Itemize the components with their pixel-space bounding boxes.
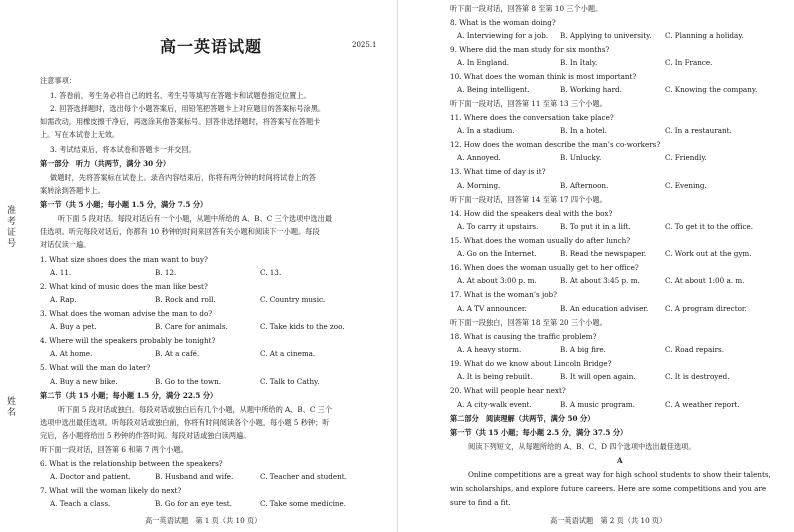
option-b: B. Working hard. — [560, 85, 622, 94]
text-line: 6. What is the relationship between the speakers? — [40, 459, 223, 468]
exam-date: 2025.1 — [352, 41, 377, 49]
option-c: C. It is destroyed. — [665, 372, 730, 381]
option-a: A. Buy a pet. — [50, 322, 97, 331]
option-c: C. Take some medicine. — [260, 499, 347, 508]
option-b: B. Care for animals. — [155, 322, 228, 331]
text-line: 听下面 5 段对话。每段对话后有一个小题，从题中所给的 A、B、C 三个选项中选出最 — [58, 214, 333, 223]
text-line: 1. What size shoes does the man want to buy? — [40, 255, 208, 264]
option-b: B. Rock and roll. — [155, 295, 216, 304]
option-c: C. Friendly. — [665, 153, 707, 162]
option-b: B. In Italy. — [560, 58, 598, 67]
option-b: B. Unlucky. — [560, 153, 602, 162]
option-a: A. At about 3:00 p. m. — [457, 276, 537, 285]
option-c: C. Teacher and student. — [260, 472, 347, 481]
exam-page-2 — [400, 0, 794, 532]
text-line: 10. What does the woman think is most important? — [450, 72, 637, 81]
option-a: A. In a stadium. — [457, 126, 515, 135]
exam-title: 高一英语试题 — [160, 37, 263, 56]
option-b: B. Applying to university. — [560, 31, 652, 40]
section-heading: 第一部分 听力（共两节，满分 30 分） — [40, 159, 171, 168]
text-line: 11. Where does the conversation take place? — [450, 113, 614, 122]
text-line: Online competitions are a great way for high school students to show their talents, — [468, 470, 771, 479]
option-c: C. Talk to Cathy. — [260, 377, 320, 386]
page-2-footer: 高一英语试题 第 2 页（共 10 页） — [550, 516, 667, 525]
page-divider — [397, 0, 398, 532]
option-c: C. Road repairs. — [665, 345, 725, 354]
text-line: 2. What kind of music does the man like best? — [40, 282, 208, 291]
option-b: B. Afternoon. — [560, 181, 609, 190]
text-line: 3. What does the woman advise the man to do? — [40, 309, 213, 318]
option-b: B. At a café. — [155, 349, 200, 358]
name-label: 姓名 — [5, 396, 15, 418]
option-b: B. 12. — [155, 268, 177, 277]
option-c: C. A weather report. — [665, 400, 740, 409]
option-c: C. In a restaurant. — [665, 126, 732, 135]
section-heading: 第二部分 阅读理解（共两节，满分 50 分） — [450, 414, 595, 423]
text-line: 9. Where did the man study for six months? — [450, 45, 610, 54]
text-line: 12. How does the woman describe the man’s co-workers? — [450, 140, 661, 149]
option-c: C. Planning a holiday. — [665, 31, 744, 40]
option-a: A. A TV announcer. — [457, 304, 527, 313]
text-line: 佳选项。听完每段对话后，你都有 10 秒钟的时间来回答有关小题和阅读下一小题。每段 — [40, 227, 320, 236]
option-b: B. Husband and wife. — [155, 472, 234, 481]
option-c: C. Country music. — [260, 295, 326, 304]
text-line: 17. What is the woman’s job? — [450, 290, 557, 299]
option-a: A. Rap. — [50, 295, 77, 304]
option-c: C. Evening. — [665, 181, 707, 190]
text-line: 4. Where will the speakers probably be tonight? — [40, 336, 216, 345]
option-b: B. Go to the town. — [155, 377, 222, 386]
option-b: B. To put it in a lift. — [560, 222, 631, 231]
text-line: 做题时，先将答案标在试卷上。录音内容结束后，你将有两分钟的时间将试卷上的答 — [50, 173, 316, 182]
exam-number-label: 准考证号 — [5, 205, 15, 249]
option-b: B. Go for an eye test. — [155, 499, 232, 508]
text-line: 听下面一段对话，回答第 14 至第 17 四个小题。 — [450, 195, 607, 204]
option-a: A. 11. — [50, 268, 72, 277]
option-a: A. A heavy storm. — [457, 345, 522, 354]
text-line: sure to find a fit. — [450, 498, 511, 507]
option-c: C. To get it to the office. — [665, 222, 754, 231]
text-line: 20. What will people hear next? — [450, 386, 566, 395]
option-a: A. Being intelligent. — [457, 85, 530, 94]
option-a: A. Annoyed. — [457, 153, 501, 162]
text-line: 1. 答卷前，考生务必将自己的姓名、考生号等填写在答题卡和试题卷指定位置上。 — [50, 91, 311, 100]
text-line: 注意事项： — [40, 76, 76, 85]
text-line: 听下面一段对话，回答第 8 至第 10 三个小题。 — [450, 4, 603, 13]
text-line: 16. When does the woman usually get to her office? — [450, 263, 639, 272]
text-line: 7. What will the woman likely do next? — [40, 486, 182, 495]
option-a: A. Go on the Internet. — [457, 249, 537, 258]
text-line: 13. What time of day is it? — [450, 167, 546, 176]
option-b: B. Read the newspaper. — [560, 249, 647, 258]
option-b: B. A music program. — [560, 400, 635, 409]
option-a: A. Buy a new bike. — [50, 377, 118, 386]
option-a: A. Morning. — [457, 181, 501, 190]
text-line: 如需改动，用橡皮擦干净后，再选涂其他答案标号。回答非选择题时，将答案写在答题卡 — [40, 117, 321, 126]
section-heading: 第二节（共 15 小题；每小题 1.5 分，满分 22.5 分） — [40, 391, 218, 400]
text-line: 听下面一段对话，回答第 6 和第 7 两个小题。 — [40, 445, 188, 454]
text-line: 8. What is the woman doing? — [450, 18, 556, 27]
option-a: A. In England. — [457, 58, 510, 67]
text-line: 19. What do we know about Lincoln Bridge? — [450, 359, 612, 368]
text-line: 15. What does the woman usually do after lunch? — [450, 236, 631, 245]
option-a: A. A city-walk event. — [457, 400, 532, 409]
option-a: A. Teach a class. — [50, 499, 111, 508]
page-1-footer: 高一英语试题 第 1 页（共 10 页） — [145, 516, 262, 525]
text-line: 听下面 5 段对话或独白。每段对话或独白后有几个小题，从题中所给的 A、B、C 三个 — [58, 405, 333, 414]
option-b: B. An education adviser. — [560, 304, 649, 313]
text-line: 阅读下列短文，从每题所给的 A、B、C、D 四个选项中选出最佳选项。 — [468, 442, 696, 451]
option-c: C. In France. — [665, 58, 713, 67]
option-b: B. It will open again. — [560, 372, 636, 381]
text-line: 5. What will the man do later? — [40, 363, 151, 372]
option-c: C. Take kids to the zoo. — [260, 322, 345, 331]
option-c: C. A program director. — [665, 304, 747, 313]
option-c: C. Knowing the company. — [665, 85, 758, 94]
text-line: 3. 考试结束后，将本试卷和答题卡一并交回。 — [50, 145, 196, 154]
option-b: B. In a hotel. — [560, 126, 607, 135]
text-line: 案转涂到答题卡上。 — [40, 186, 105, 195]
text-line: 上。写在本试卷上无效。 — [40, 130, 120, 139]
option-c: C. 13. — [260, 268, 282, 277]
section-heading: 第一节（共 5 小题；每小题 1.5 分，满分 7.5 分） — [40, 200, 208, 209]
text-line: 18. What is causing the traffic problem? — [450, 332, 597, 341]
option-b: B. At about 3:45 p. m. — [560, 276, 640, 285]
option-b: B. A big fire. — [560, 345, 606, 354]
text-line: win scholarships, and explore future careers. Here are some competitions and you are — [450, 484, 767, 493]
option-a: A. To carry it upstairs. — [457, 222, 539, 231]
option-a: A. Interviewing for a job. — [457, 31, 549, 40]
text-line: 14. How did the speakers deal with the box? — [450, 209, 613, 218]
passage-label: A — [617, 456, 623, 465]
text-line: 听下面一段独白，回答第 18 至第 20 三个小题。 — [450, 318, 607, 327]
section-heading: 第一节（共 15 小题；每小题 2.5 分，满分 37.5 分） — [450, 428, 628, 437]
option-c: C. At a cinema. — [260, 349, 316, 358]
text-line: 对话仅读一遍。 — [40, 240, 91, 249]
text-line: 2. 回答选择题时，选出每个小题答案后，用铅笔把答题卡上对应题目的答案标号涂黑。 — [50, 104, 326, 113]
text-line: 听下面一段对话，回答第 11 至第 13 三个小题。 — [450, 99, 607, 108]
option-a: A. At home. — [50, 349, 93, 358]
text-line: 选项中选出最佳选项。听每段对话或独白前，你将有时间阅读各个小题，每小题 5 秒钟；听 — [40, 418, 330, 427]
option-a: A. Doctor and patient. — [50, 472, 131, 481]
text-line: 完后，各小题将给出 5 秒钟的作答时间。每段对话或独白读两遍。 — [40, 431, 251, 440]
option-c: C. Work out at the gym. — [665, 249, 752, 258]
option-a: A. It is being rebuilt. — [457, 372, 533, 381]
option-c: C. At about 1:00 a. m. — [665, 276, 745, 285]
